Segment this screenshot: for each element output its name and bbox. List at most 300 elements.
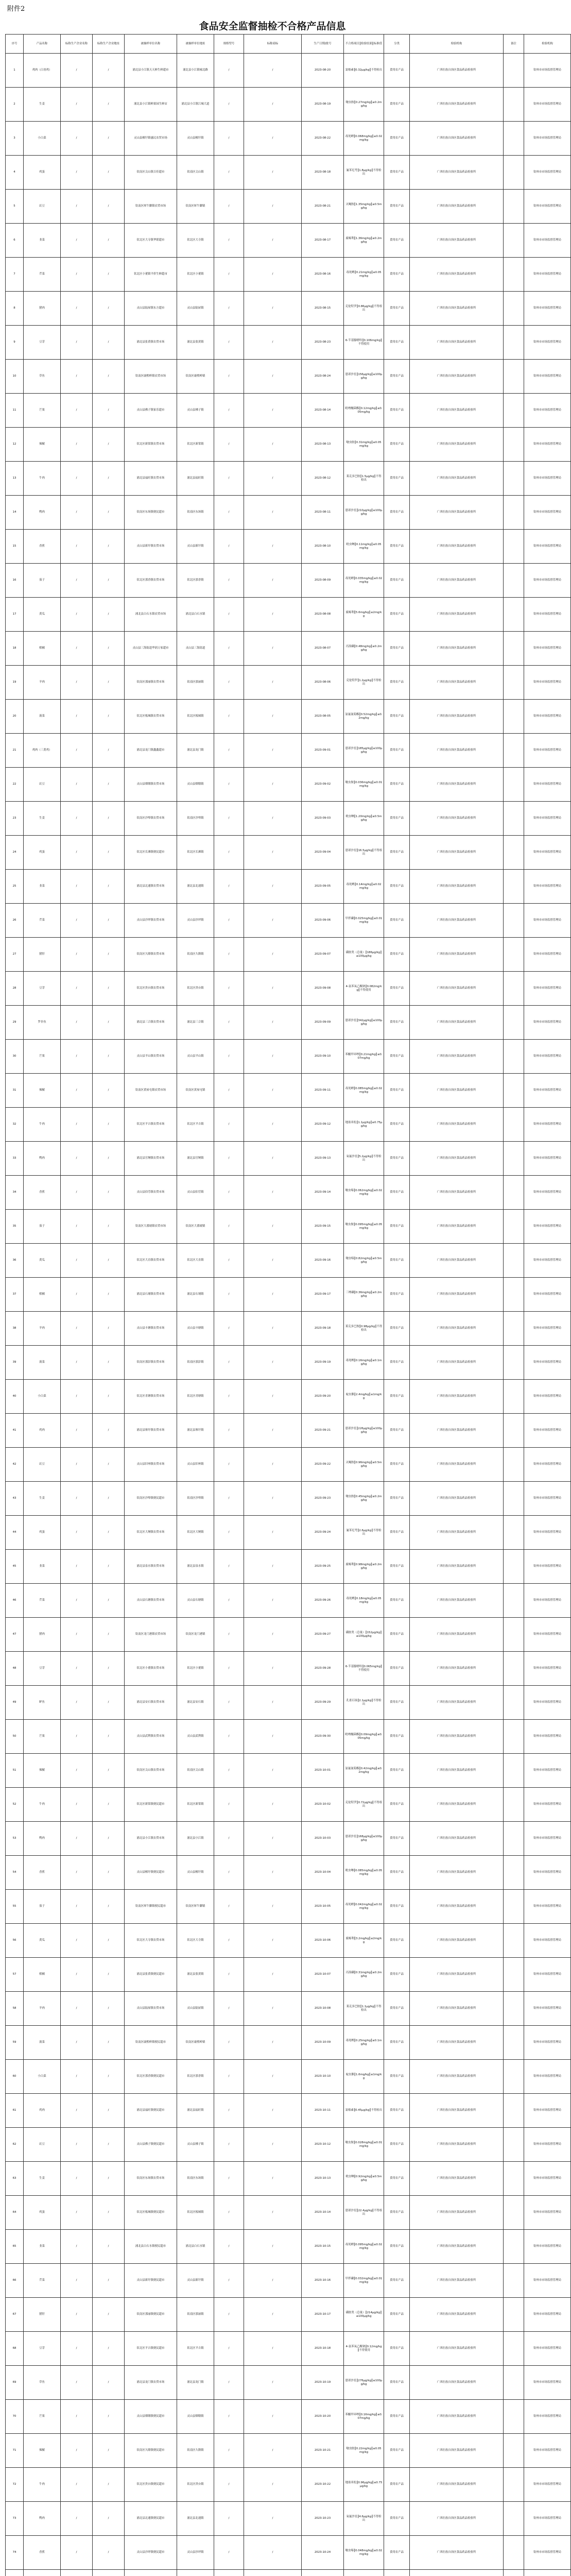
cell-sampled-address: 浦北县龙门镇 [177,734,214,768]
cell-production-date: 2023-10-13 [302,2162,344,2196]
cell-product: 豇豆 [24,768,61,802]
cell-failed-item: 吡唑醚菌酯║0.09mg/kg║≤0.05mg/kg [344,1720,384,1754]
cell-sampled-unit: 灵山县陆屋镇东方超市 [125,292,177,326]
cell-spec: / [214,1720,244,1754]
cell-product: 羊肉 [24,1992,61,2026]
cell-trademark: / [244,88,302,122]
cell-authority: 钦州市市场监督管理局 [524,1958,571,1992]
cell-product: 鸡蛋 [24,156,61,190]
cell-sampled-address: 钦北区青塘镇 [177,1380,214,1414]
cell-manufacturer: / [61,938,93,972]
cell-index: 21 [6,734,24,768]
cell-manufacturer: / [61,2026,93,2060]
cell-sampled-address: 钦南区沙埠镇 [177,802,214,836]
cell-failed-item: 噻虫嗪║0.062mg/kg║≤0.02mg/kg [344,1176,384,1210]
cell-manufacturer: / [61,1550,93,1584]
cell-remark [504,326,524,360]
cell-trademark: / [244,1244,302,1278]
cell-lab: 广西壮族自治区食品药品检验所 [410,1142,504,1176]
cell-index: 71 [6,2434,24,2468]
cell-sampled-unit: 钦北区板城镇农贸市场 [125,700,177,734]
cell-production-date: 2023-09-12 [302,1108,344,1142]
cell-trademark: / [244,768,302,802]
cell-production-date: 2023-09-17 [302,1278,344,1312]
cell-trademark: / [244,1652,302,1686]
cell-sampled-address: 浦北县寨圩镇 [177,1414,214,1448]
cell-spec: / [214,2400,244,2434]
cell-trademark: / [244,292,302,326]
table-row [6,2366,571,2400]
table-row [6,836,571,870]
cell-production-date: 2023-08-21 [302,190,344,224]
cell-index: 23 [6,802,24,836]
cell-index: 49 [6,1686,24,1720]
cell-lab: 广西壮族自治区食品药品检验所 [410,1482,504,1516]
cell-spec: / [214,870,244,904]
cell-production-date: 2023-09-03 [302,802,344,836]
cell-sampled-address: 钦北区大寺镇 [177,1924,214,1958]
cell-remark [504,394,524,428]
cell-authority: 钦州市市场监督管理局 [524,666,571,700]
cell-production-date: 2023-10-08 [302,1992,344,2026]
cell-production-date: 2023-08-11 [302,496,344,530]
cell-sampled-unit: 钦北区新棠镇农贸市场 [125,428,177,462]
cell-sampled-unit: 钦北区大直镇农贸市场 [125,1244,177,1278]
cell-manufacturer: / [61,734,93,768]
cell-lab: 广西壮族自治区食品药品检验所 [410,394,504,428]
cell-sampled-address: 灵山县沙坪镇 [177,904,214,938]
cell-lab: 广西壮族自治区食品药品检验所 [410,2196,504,2230]
cell-index: 54 [6,1856,24,1890]
cell-sampled-address: 钦北区那香镇 [177,564,214,598]
cell-authority: 钦州市市场监督管理局 [524,2162,571,2196]
cell-spec: / [214,1210,244,1244]
cell-product: 茄子 [24,1210,61,1244]
cell-manufacturer: / [61,1686,93,1720]
cell-production-date: 2023-09-16 [302,1244,344,1278]
cell-lab: 广西壮族自治区食品药品检验所 [410,122,504,156]
cell-category: 食用农产品 [384,904,410,938]
cell-remark [504,122,524,156]
table-row [6,2468,571,2502]
cell-index: 58 [6,1992,24,2026]
cell-lab: 广西壮族自治区食品药品检验所 [410,1006,504,1040]
table-row [6,1992,571,2026]
cell-authority: 钦州市市场监督管理局 [524,1686,571,1720]
cell-failed-item: 克伦特罗║0.86μg/kg║不得检出 [344,292,384,326]
cell-authority: 钦州市市场监督管理局 [524,2196,571,2230]
cell-remark [504,224,524,258]
cell-sampled-unit: 灵山县烟墩镇便民超市 [125,2400,177,2434]
cell-spec: / [214,598,244,632]
cell-remark [504,360,524,394]
table-row [6,666,571,700]
cell-manufacturer: / [61,2536,93,2570]
table-row [6,870,571,904]
cell-trademark [244,2570,302,2576]
cell-index: 8 [6,292,24,326]
cell-lab: 广西壮族自治区食品药品检验所 [410,1210,504,1244]
cell-index: 51 [6,1754,24,1788]
cell-trademark: / [244,462,302,496]
cell-sampled-unit: 钦北区板城镇便民超市 [125,2196,177,2230]
table-row [6,1856,571,1890]
cell-production-date: 2023-09-04 [302,836,344,870]
cell-failed-item: 苯醚甲环唑║0.21mg/kg║≤0.07mg/kg [344,1040,384,1074]
cell-sampled-address: 灵山县石塘镇 [177,1584,214,1618]
cell-sampled-address: 灵山县三海街道 [177,632,214,666]
cell-sampled-unit: 浦北县小江镇农贸市场 [125,1822,177,1856]
cell-remark [504,598,524,632]
cell-failed-item: 啶虫脒║2.4mg/kg║≤1mg/kg [344,1380,384,1414]
cell-index: 28 [6,972,24,1006]
cell-failed-item: 毒死蜱║0.035mg/kg║≤0.02mg/kg [344,564,384,598]
cell-sampled-address: 钦南区久隆镇 [177,938,214,972]
cell-trademark: / [244,1720,302,1754]
cell-lab: 广西壮族自治区食品药品检验所 [410,1244,504,1278]
cell-manufacturer-address: / [93,1278,125,1312]
cell-manufacturer: / [61,2060,93,2094]
table-row [6,292,571,326]
cell-lab: 广西壮族自治区食品药品检验所 [410,1040,504,1074]
cell-sampled-address: 钦南区康熙岭镇 [177,360,214,394]
cell-sampled-address: 钦南区沙埠镇 [177,1482,214,1516]
cell-product: 芹菜 [24,1584,61,1618]
cell-sampled-unit: 钦南区那丽镇便民超市 [125,2298,177,2332]
cell-spec: / [214,1754,244,1788]
cell-authority: 钦州市市场监督管理局 [524,904,571,938]
cell-manufacturer: / [61,394,93,428]
cell-failed-item: 克伦特罗║1.2μg/kg║不得检出 [344,666,384,700]
cell-sampled-unit: 灵山县佛子镇便民超市 [125,2128,177,2162]
cell-product: 柑橘 [24,1958,61,1992]
cell-sampled-address: 浦北县三合镇 [177,1006,214,1040]
cell-authority: 钦州市市场监督管理局 [524,2332,571,2366]
cell-manufacturer-address: / [93,870,125,904]
cell-product: 牛肉 [24,2468,61,2502]
cell-remark [504,904,524,938]
cell-failed-item: 腐霉利║0.98mg/kg║≤0.2mg/kg [344,1550,384,1584]
cell-manufacturer: / [61,1958,93,1992]
cell-index [6,2570,24,2576]
cell-lab: 广西壮族自治区食品药品检验所 [410,2298,504,2332]
cell-index: 7 [6,258,24,292]
cell-remark [504,1652,524,1686]
cell-lab: 广西壮族自治区食品药品检验所 [410,496,504,530]
cell-failed-item: 恩诺沙星║22.4μg/kg║不得检出 [344,2196,384,2230]
cell-authority: 钦州市市场监督管理局 [524,1278,571,1312]
cell-manufacturer: / [61,360,93,394]
cell-sampled-address: 钦南区东场镇 [177,2162,214,2196]
col-header: 检验机构 [410,35,504,54]
cell-sampled-address: 钦北区平吉镇 [177,2332,214,2366]
cell-trademark: / [244,666,302,700]
cell-production-date: 2023-09-28 [302,1652,344,1686]
table-row [6,1448,571,1482]
cell-spec: / [214,530,244,564]
cell-sampled-address: 钦南区尖山镇 [177,156,214,190]
cell-manufacturer: / [61,1414,93,1448]
cell-authority: 钦州市市场监督管理局 [524,870,571,904]
cell-failed-item: 氯霉素║0.32μg/kg║不得检出 [344,54,384,88]
cell-product: 猪肉 [24,292,61,326]
cell-production-date: 2023-08-20 [302,54,344,88]
cell-index: 41 [6,1414,24,1448]
cell-manufacturer-address: / [93,462,125,496]
cell-sampled-unit: 浦北县石埇镇农贸市场 [125,1278,177,1312]
cell-lab: 广西壮族自治区食品药品检验所 [410,2230,504,2264]
cell-lab: 广西壮族自治区食品药品检验所 [410,1618,504,1652]
cell-manufacturer-address: / [93,700,125,734]
cell-product: 鸭肉 [24,1142,61,1176]
cell-authority: 钦州市市场监督管理局 [524,1720,571,1754]
cell-manufacturer: / [61,54,93,88]
cell-index: 61 [6,2094,24,2128]
cell-manufacturer: / [61,224,93,258]
cell-production-date: 2023-10-09 [302,2026,344,2060]
cell-manufacturer-address: / [93,2264,125,2298]
cell-remark [504,1482,524,1516]
cell-index: 47 [6,1618,24,1652]
cell-product: 鸡肉 [24,1414,61,1448]
cell-trademark: / [244,2536,302,2570]
cell-trademark: / [244,1618,302,1652]
cell-manufacturer-address: / [93,1958,125,1992]
cell-category: 食用农产品 [384,258,410,292]
cell-remark [504,1686,524,1720]
cell-sampled-address: 钦南区黄屋屯镇 [177,1074,214,1108]
cell-spec: / [214,54,244,88]
cell-manufacturer: / [61,700,93,734]
cell-category: 食用农产品 [384,598,410,632]
cell-authority: 钦州市市场监督管理局 [524,1380,571,1414]
cell-spec: / [214,938,244,972]
cell-failed-item: 克伦特罗║0.72μg/kg║不得检出 [344,1788,384,1822]
cell-trademark: / [244,2366,302,2400]
cell-category: 食用农产品 [384,1822,410,1856]
cell-production-date: 2023-10-01 [302,1754,344,1788]
cell-authority: 钦州市市场监督管理局 [524,1176,571,1210]
cell-lab: 广西壮族自治区食品药品检验所 [410,2536,504,2570]
cell-lab: 广西壮族自治区食品药品检验所 [410,190,504,224]
cell-product: 豆芽 [24,2332,61,2366]
cell-category: 食用农产品 [384,1448,410,1482]
table-row [6,2264,571,2298]
cell-lab: 广西壮族自治区食品药品检验所 [410,1278,504,1312]
cell-production-date: 2023-08-07 [302,632,344,666]
table-row [6,326,571,360]
cell-category: 食用农产品 [384,700,410,734]
cell-trademark: / [244,802,302,836]
cell-sampled-address: 浦北县泉水镇 [177,1550,214,1584]
cell-lab: 广西壮族自治区食品药品检验所 [410,462,504,496]
cell-index: 6 [6,224,24,258]
cell-trademark: / [244,938,302,972]
cell-product: 罗非鱼 [24,1006,61,1040]
cell-failed-item: 毒死蜱║0.25mg/kg║≤0.1mg/kg [344,2026,384,2060]
cell-production-date: 2023-08-22 [302,122,344,156]
cell-remark [504,1040,524,1074]
cell-failed-item [344,2570,384,2576]
cell-lab: 广西壮族自治区食品药品检验所 [410,1856,504,1890]
cell-index: 55 [6,1890,24,1924]
cell-manufacturer: / [61,1618,93,1652]
cell-category: 食用农产品 [384,836,410,870]
cell-authority: 钦州市市场监督管理局 [524,428,571,462]
cell-authority: 钦州市市场监督管理局 [524,258,571,292]
cell-manufacturer: / [61,1516,93,1550]
cell-spec: / [214,2264,244,2298]
cell-authority: 钦州市市场监督管理局 [524,1006,571,1040]
cell-lab: 广西壮族自治区食品药品检验所 [410,904,504,938]
table-row [6,2434,571,2468]
cell-sampled-address: 钦北区新棠镇 [177,1788,214,1822]
cell-trademark: / [244,2162,302,2196]
cell-authority: 钦州市市场监督管理局 [524,1890,571,1924]
cell-product: 茄子 [24,1890,61,1924]
cell-spec: / [214,1822,244,1856]
cell-manufacturer-address: / [93,190,125,224]
cell-spec: / [214,734,244,768]
table-row [6,802,571,836]
table-row [6,1584,571,1618]
cell-trademark: / [244,1924,302,1958]
cell-manufacturer: / [61,1720,93,1754]
cell-sampled-unit: 钦北区小董镇平价生鲜超市 [125,258,177,292]
cell-lab: 广西壮族自治区食品药品检验所 [410,938,504,972]
cell-production-date: 2023-08-24 [302,360,344,394]
cell-sampled-address: 灵山县檀圩镇 [177,1856,214,1890]
cell-authority: 钦州市市场监督管理局 [524,802,571,836]
cell-remark [504,462,524,496]
cell-trademark: / [244,1040,302,1074]
cell-manufacturer: / [61,1006,93,1040]
cell-remark [504,972,524,1006]
cell-manufacturer: / [61,666,93,700]
cell-failed-item: 毒死蜱║0.16mg/kg║≤0.1mg/kg [344,1346,384,1380]
cell-product: 香蕉 [24,1176,61,1210]
cell-production-date: 2023-09-09 [302,1006,344,1040]
cell-manufacturer-address: / [93,1142,125,1176]
cell-sampled-address: 钦北区那香镇 [177,2060,214,2094]
cell-product: 小白菜 [24,1380,61,1414]
cell-product: 小白菜 [24,122,61,156]
cell-production-date: 2023-08-19 [302,88,344,122]
cell-sampled-unit: 钦北区平吉镇农贸市场 [125,1108,177,1142]
cell-sampled-address: 灵山县檀圩镇 [177,122,214,156]
cell-manufacturer-address: / [93,496,125,530]
table-row [6,632,571,666]
cell-failed-item: 恩诺沙星║226μg/kg║≤100μg/kg [344,1414,384,1448]
cell-product: 生姜 [24,1482,61,1516]
cell-authority: 钦州市市场监督管理局 [524,1414,571,1448]
table-row [6,1958,571,1992]
table-row [6,224,571,258]
cell-failed-item: 丙溴磷║0.48mg/kg║≤0.2mg/kg [344,632,384,666]
cell-sampled-unit: 钦北区青塘镇农贸市场 [125,1380,177,1414]
cell-failed-item: 噻虫胺║0.095mg/kg║≤0.05mg/kg [344,1210,384,1244]
cell-sampled-unit: 钦南区那丽镇农贸市场 [125,666,177,700]
cell-manufacturer-address: / [93,1584,125,1618]
cell-sampled-address: 钦北区大垌镇 [177,1516,214,1550]
cell-manufacturer: / [61,1652,93,1686]
cell-lab: 广西壮族自治区食品药品检验所 [410,428,504,462]
cell-spec: / [214,1482,244,1516]
cell-index: 14 [6,496,24,530]
cell-category: 食用农产品 [384,122,410,156]
cell-product: 猪肉 [24,1618,61,1652]
cell-index: 35 [6,1210,24,1244]
cell-spec: / [214,2332,244,2366]
table-row [6,122,571,156]
cell-spec: / [214,2026,244,2060]
cell-product: 菠菜 [24,2026,61,2060]
cell-manufacturer: / [61,2298,93,2332]
cell-failed-item: 恩诺沙星║16.5μg/kg║不得检出 [344,836,384,870]
cell-index: 22 [6,768,24,802]
cell-manufacturer-address: / [93,258,125,292]
cell-production-date: 2023-09-10 [302,1040,344,1074]
cell-remark [504,1278,524,1312]
cell-trademark: / [244,1516,302,1550]
cell-index: 15 [6,530,24,564]
cell-index: 17 [6,598,24,632]
cell-failed-item: 甲拌磷║0.032mg/kg║≤0.01mg/kg [344,2264,384,2298]
cell-category: 食用农产品 [384,2298,410,2332]
cell-trademark: / [244,2298,302,2332]
cell-lab: 广西壮族自治区食品药品检验所 [410,666,504,700]
table-row [6,564,571,598]
cell-trademark: / [244,2094,302,2128]
cell-product: 菠菜 [24,700,61,734]
cell-index: 2 [6,88,24,122]
cell-manufacturer: / [61,1448,93,1482]
table-row [6,1652,571,1686]
cell-sampled-address: 灵山县佛子镇 [177,2128,214,2162]
cell-remark [504,2502,524,2536]
cell-manufacturer-address: / [93,122,125,156]
cell-authority: 钦州市市场监督管理局 [524,2468,571,2502]
cell-manufacturer-address: / [93,224,125,258]
cell-spec: / [214,904,244,938]
cell-authority: 钦州市市场监督管理局 [524,1924,571,1958]
cell-authority: 钦州市市场监督管理局 [524,54,571,88]
cell-manufacturer-address: / [93,802,125,836]
cell-production-date: 2023-10-10 [302,2060,344,2094]
cell-sampled-unit: 灵山县佛子镇家乐超市 [125,394,177,428]
cell-category: 食用农产品 [384,2332,410,2366]
cell-spec: / [214,428,244,462]
cell-authority: 钦州市市场监督管理局 [524,1822,571,1856]
table-row [6,1822,571,1856]
cell-lab: 广西壮族自治区食品药品检验所 [410,156,504,190]
cell-manufacturer: / [61,2264,93,2298]
cell-product: 鸡肉（白羽鸡） [24,54,61,88]
cell-spec: / [214,700,244,734]
cell-spec: / [214,1380,244,1414]
cell-product: 韭菜 [24,224,61,258]
cell-manufacturer-address: / [93,734,125,768]
cell-category: 食用农产品 [384,1006,410,1040]
cell-product: 芹菜 [24,2264,61,2298]
cell-lab: 广西壮族自治区食品药品检验所 [410,54,504,88]
cell-authority: 钦州市市场监督管理局 [524,972,571,1006]
cell-trademark: / [244,1176,302,1210]
cell-failed-item: 恩诺沙星║185μg/kg║≤100μg/kg [344,734,384,768]
cell-category: 食用农产品 [384,1346,410,1380]
cell-sampled-address: 钦南区大番坡镇 [177,1210,214,1244]
col-header: 被抽样单位地址 [177,35,214,54]
